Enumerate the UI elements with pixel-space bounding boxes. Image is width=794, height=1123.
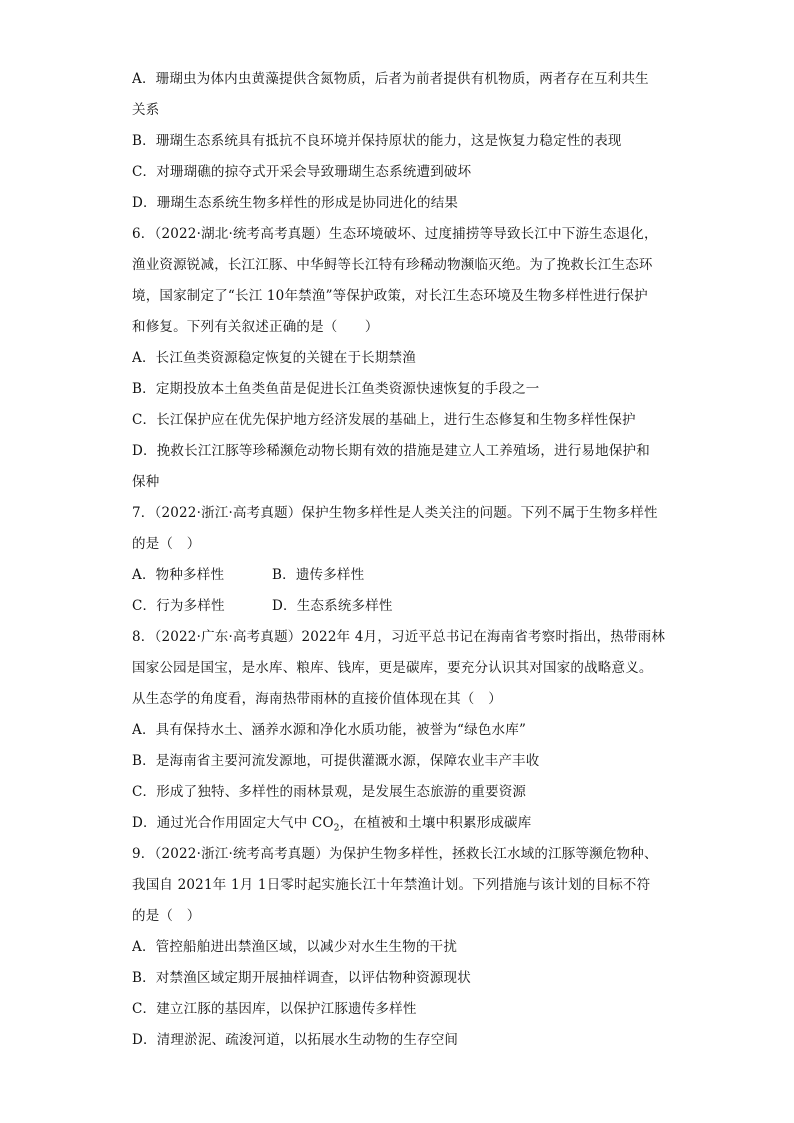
q6-option-d-line1: D．挽救长江江豚等珍稀濒危动物长期有效的措施是建立人工养殖场，进行易地保护和 <box>132 443 650 459</box>
question-6 <box>132 219 672 498</box>
q7-options-row2 <box>132 591 672 622</box>
q6-stem-line2: 渔业资源锐减，长江江豚、中华鲟等长江特有珍稀动物濒临灭绝。为了挽救长江生态环 <box>132 257 653 273</box>
q6-option-b: B．定期投放本土鱼类鱼苗是促进长江鱼类资源快速恢复的手段之一 <box>132 381 540 397</box>
exam-page <box>132 64 672 1056</box>
q8-stem-line3: 从生态学的角度看，海南热带雨林的直接价值体现在其（ ） <box>132 691 502 707</box>
q8-option-c: C．形成了独特、多样性的雨林景观，是发展生态旅游的重要资源 <box>132 784 527 800</box>
q6-stem-line1: 6．（2022·湖北·统考高考真题）生态环境破坏、过度捕捞等导致长江中下游生态退化， <box>132 226 658 242</box>
question-5-options <box>132 64 672 219</box>
q7-options-row1 <box>132 560 672 591</box>
q6-option-d-line2: 保种 <box>132 474 160 490</box>
q8-stem-line1: 8．（2022·广东·高考真题）2022年 4月，习近平总书记在海南省考察时指出，热带雨林 <box>132 629 666 645</box>
q5-option-d: D．珊瑚生态系统生物多样性的形成是协同进化的结果 <box>132 195 459 211</box>
q7-option-a: A．物种多样性 <box>132 567 225 583</box>
q9-option-a: A．管控船舶进出禁渔区域，以减少对水生生物的干扰 <box>132 939 458 955</box>
q7-stem-line2: 的是（ ） <box>132 536 201 552</box>
q8-option-d-subscript: 2 <box>333 823 340 834</box>
q6-option-a: A．长江鱼类资源稳定恢复的关键在于长期禁渔 <box>132 350 416 366</box>
q8-option-a: A．具有保持水土、涵养水源和净化水质功能，被誉为“绿色水库” <box>132 722 527 738</box>
q6-stem-line3: 境，国家制定了“长江 10年禁渔”等保护政策，对长江生态环境及生物多样性进行保护 <box>132 288 648 304</box>
q7-option-d: D．生态系统多样性 <box>272 598 393 614</box>
q9-option-c: C．建立江豚的基因库，以保护江豚遗传多样性 <box>132 1001 417 1017</box>
q9-stem-line1: 9．（2022·浙江·统考高考真题）为保护生物多样性，拯救长江水域的江豚等濒危物种、 <box>132 846 658 862</box>
question-8 <box>132 622 672 839</box>
q5-option-a-line2: 关系 <box>132 102 160 118</box>
question-9 <box>132 839 672 1056</box>
q9-option-d: D．清理淤泥、疏浚河道，以拓展水生动物的生存空间 <box>132 1032 459 1048</box>
q9-stem-line3: 的是（ ） <box>132 908 201 924</box>
q8-option-b: B．是海南省主要河流发源地，可提供灌溉水源，保障农业丰产丰收 <box>132 753 540 769</box>
q7-stem-line1: 7．（2022·浙江·高考真题）保护生物多样性是人类关注的问题。下列不属于生物多样性 <box>132 505 658 521</box>
q9-stem-line2: 我国自 2021年 1月 1日零时起实施长江十年禁渔计划。下列措施与该计划的目标不符 <box>132 877 651 893</box>
question-7 <box>132 498 672 622</box>
q8-option-d-post: ，在植被和土壤中积累形成碳库 <box>339 815 532 831</box>
q6-option-c: C．长江保护应在优先保护地方经济发展的基础上，进行生态修复和生物多样性保护 <box>132 412 636 428</box>
q7-option-b: B．遗传多样性 <box>272 567 365 583</box>
q5-option-c: C．对珊瑚礁的掠夺式开采会导致珊瑚生态系统遭到破坏 <box>132 164 472 180</box>
q5-option-b: B．珊瑚生态系统具有抵抗不良环境并保持原状的能力，这是恢复力稳定性的表现 <box>132 133 622 149</box>
q6-stem-line4: 和修复。下列有关叙述正确的是（ ） <box>132 319 379 335</box>
q8-stem-line2: 国家公园是国宝，是水库、粮库、钱库，更是碳库，要充分认识其对国家的战略意义。 <box>132 660 653 676</box>
q8-option-d <box>132 808 672 839</box>
q7-option-c: C．行为多样性 <box>132 598 225 614</box>
q8-option-d-pre: D．通过光合作用固定大气中 CO <box>132 815 334 831</box>
q5-option-a-line1: A．珊瑚虫为体内虫黄藻提供含氮物质，后者为前者提供有机物质，两者存在互利共生 <box>132 71 649 87</box>
q9-option-b: B．对禁渔区域定期开展抽样调查，以评估物种资源现状 <box>132 970 471 986</box>
